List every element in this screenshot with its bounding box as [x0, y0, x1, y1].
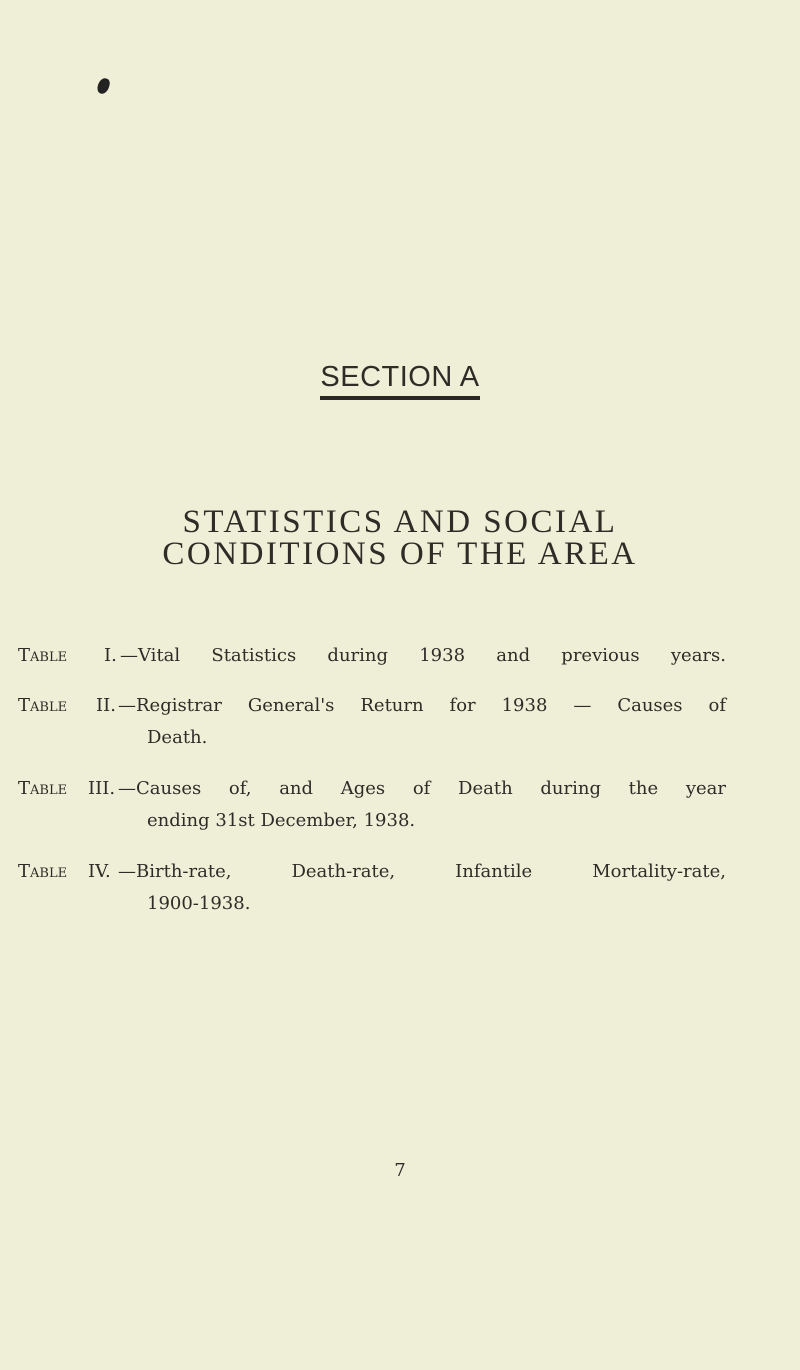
- table-entry-1: [18, 640, 726, 672]
- table-label: Table: [18, 645, 68, 666]
- table-description-cont: Death.: [147, 727, 208, 748]
- table-description-cont: ending 31st December, 1938.: [147, 810, 416, 831]
- table-numeral: IV.: [88, 861, 111, 882]
- table-entry-3: [18, 773, 726, 837]
- table-description: —Causes of, and Ages of Death during the year: [118, 778, 726, 799]
- section-heading-text: SECTION A: [320, 360, 479, 400]
- table-label: Table: [18, 778, 68, 799]
- table-label: Table: [18, 695, 68, 716]
- page-number: 7: [394, 1160, 406, 1181]
- table-description: —Vital Statistics during 1938 and previous years.: [120, 645, 726, 666]
- table-label: Table: [18, 861, 68, 882]
- table-entry-4: [18, 856, 726, 920]
- table-description-cont: 1900-1938.: [147, 893, 251, 914]
- table-entry-2: [18, 690, 726, 754]
- title-line-2: CONDITIONS OF THE AREA: [162, 536, 638, 572]
- title-line-1: STATISTICS AND SOCIAL: [182, 504, 618, 540]
- table-description: —Birth-rate, Death-rate, Infantile Mortality-rate,: [118, 861, 726, 882]
- ink-blot: [96, 77, 112, 96]
- table-numeral: II.: [96, 695, 116, 716]
- table-description: —Registrar General's Return for 1938 — Causes of: [118, 695, 726, 716]
- table-numeral: I.: [104, 645, 117, 666]
- table-numeral: III.: [88, 778, 116, 799]
- section-heading: [0, 360, 800, 400]
